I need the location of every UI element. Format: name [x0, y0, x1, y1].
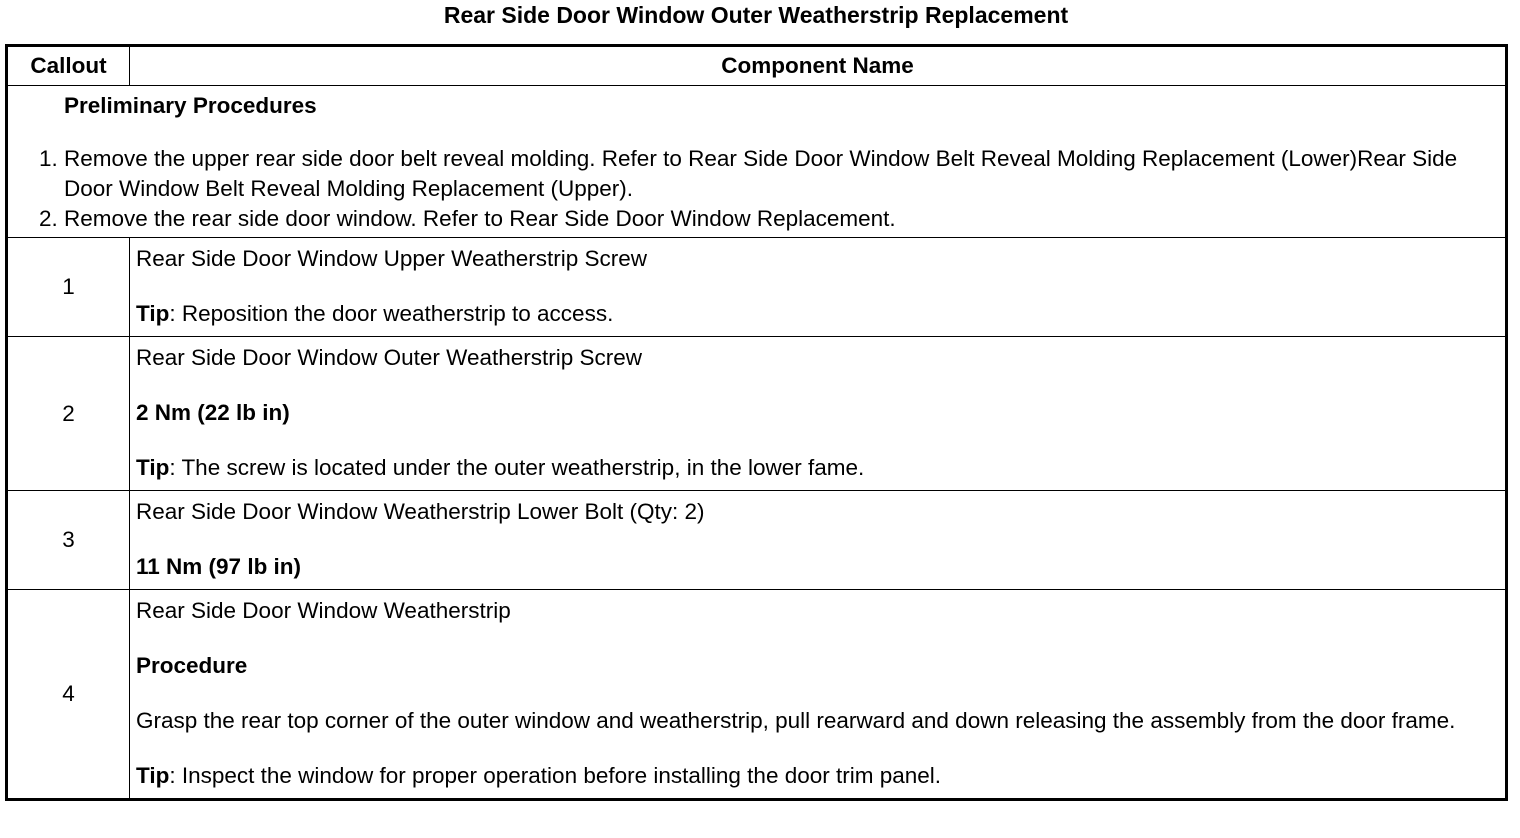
component-name: Rear Side Door Window Weatherstrip [136, 598, 511, 623]
tip [136, 299, 1499, 329]
torque-spec: 2 Nm (22 lb in) [136, 400, 290, 425]
component-cell [130, 590, 1507, 800]
component-name: Rear Side Door Window Outer Weatherstrip Screw [136, 345, 643, 370]
callout-column-header: Callout [7, 46, 130, 86]
tip-text: : Inspect the window for proper operation before installing the door trim panel. [169, 763, 942, 788]
procedure-heading: Procedure [136, 653, 248, 678]
callout-number: 3 [7, 491, 130, 590]
component-cell [130, 337, 1507, 491]
preliminary-procedures-row [7, 86, 1507, 238]
tip [136, 453, 1499, 483]
preliminary-procedures-heading: Preliminary Procedures [64, 93, 317, 118]
component-name: Rear Side Door Window Weatherstrip Lower Bolt (Qty: 2) [136, 499, 705, 524]
tip-text: : Reposition the door weatherstrip to access. [169, 301, 614, 326]
table-header-row [7, 46, 1507, 86]
tip-label: Tip [136, 301, 170, 326]
tip-label: Tip [136, 763, 170, 788]
component-cell [130, 238, 1507, 337]
tip-text: : The screw is located under the outer weatherstrip, in the lower fame. [169, 455, 865, 480]
preliminary-procedures-cell [7, 86, 1507, 238]
tip-label: Tip [136, 455, 170, 480]
page-title: Rear Side Door Window Outer Weatherstrip Replacement [443, 2, 1069, 28]
preliminary-step: 2. Remove the rear side door window. Refer to Rear Side Door Window Replacement. [64, 204, 1505, 234]
component-name-column-header: Component Name [130, 46, 1507, 86]
preliminary-step: 1. Remove the upper rear side door belt reveal molding. Refer to Rear Side Door Window Belt Reveal Molding Replacement (Lower)Rear Side Door Window Belt Reveal Molding Replacement (Upper). [64, 144, 1505, 204]
callout-number: 4 [7, 590, 130, 800]
component-name: Rear Side Door Window Upper Weatherstrip Screw [136, 246, 648, 271]
procedure-table [5, 44, 1508, 801]
procedure-text: Grasp the rear top corner of the outer window and weatherstrip, pull rearward and down releasing the assembly from the door frame. [136, 708, 1456, 733]
component-cell [130, 491, 1507, 590]
callout-number: 2 [7, 337, 130, 491]
table-row [7, 491, 1507, 590]
torque-spec: 11 Nm (97 lb in) [136, 554, 302, 579]
preliminary-steps-list [8, 144, 1505, 234]
table-row [7, 590, 1507, 800]
callout-number: 1 [7, 238, 130, 337]
tip [136, 761, 1499, 791]
table-row [7, 238, 1507, 337]
table-row [7, 337, 1507, 491]
